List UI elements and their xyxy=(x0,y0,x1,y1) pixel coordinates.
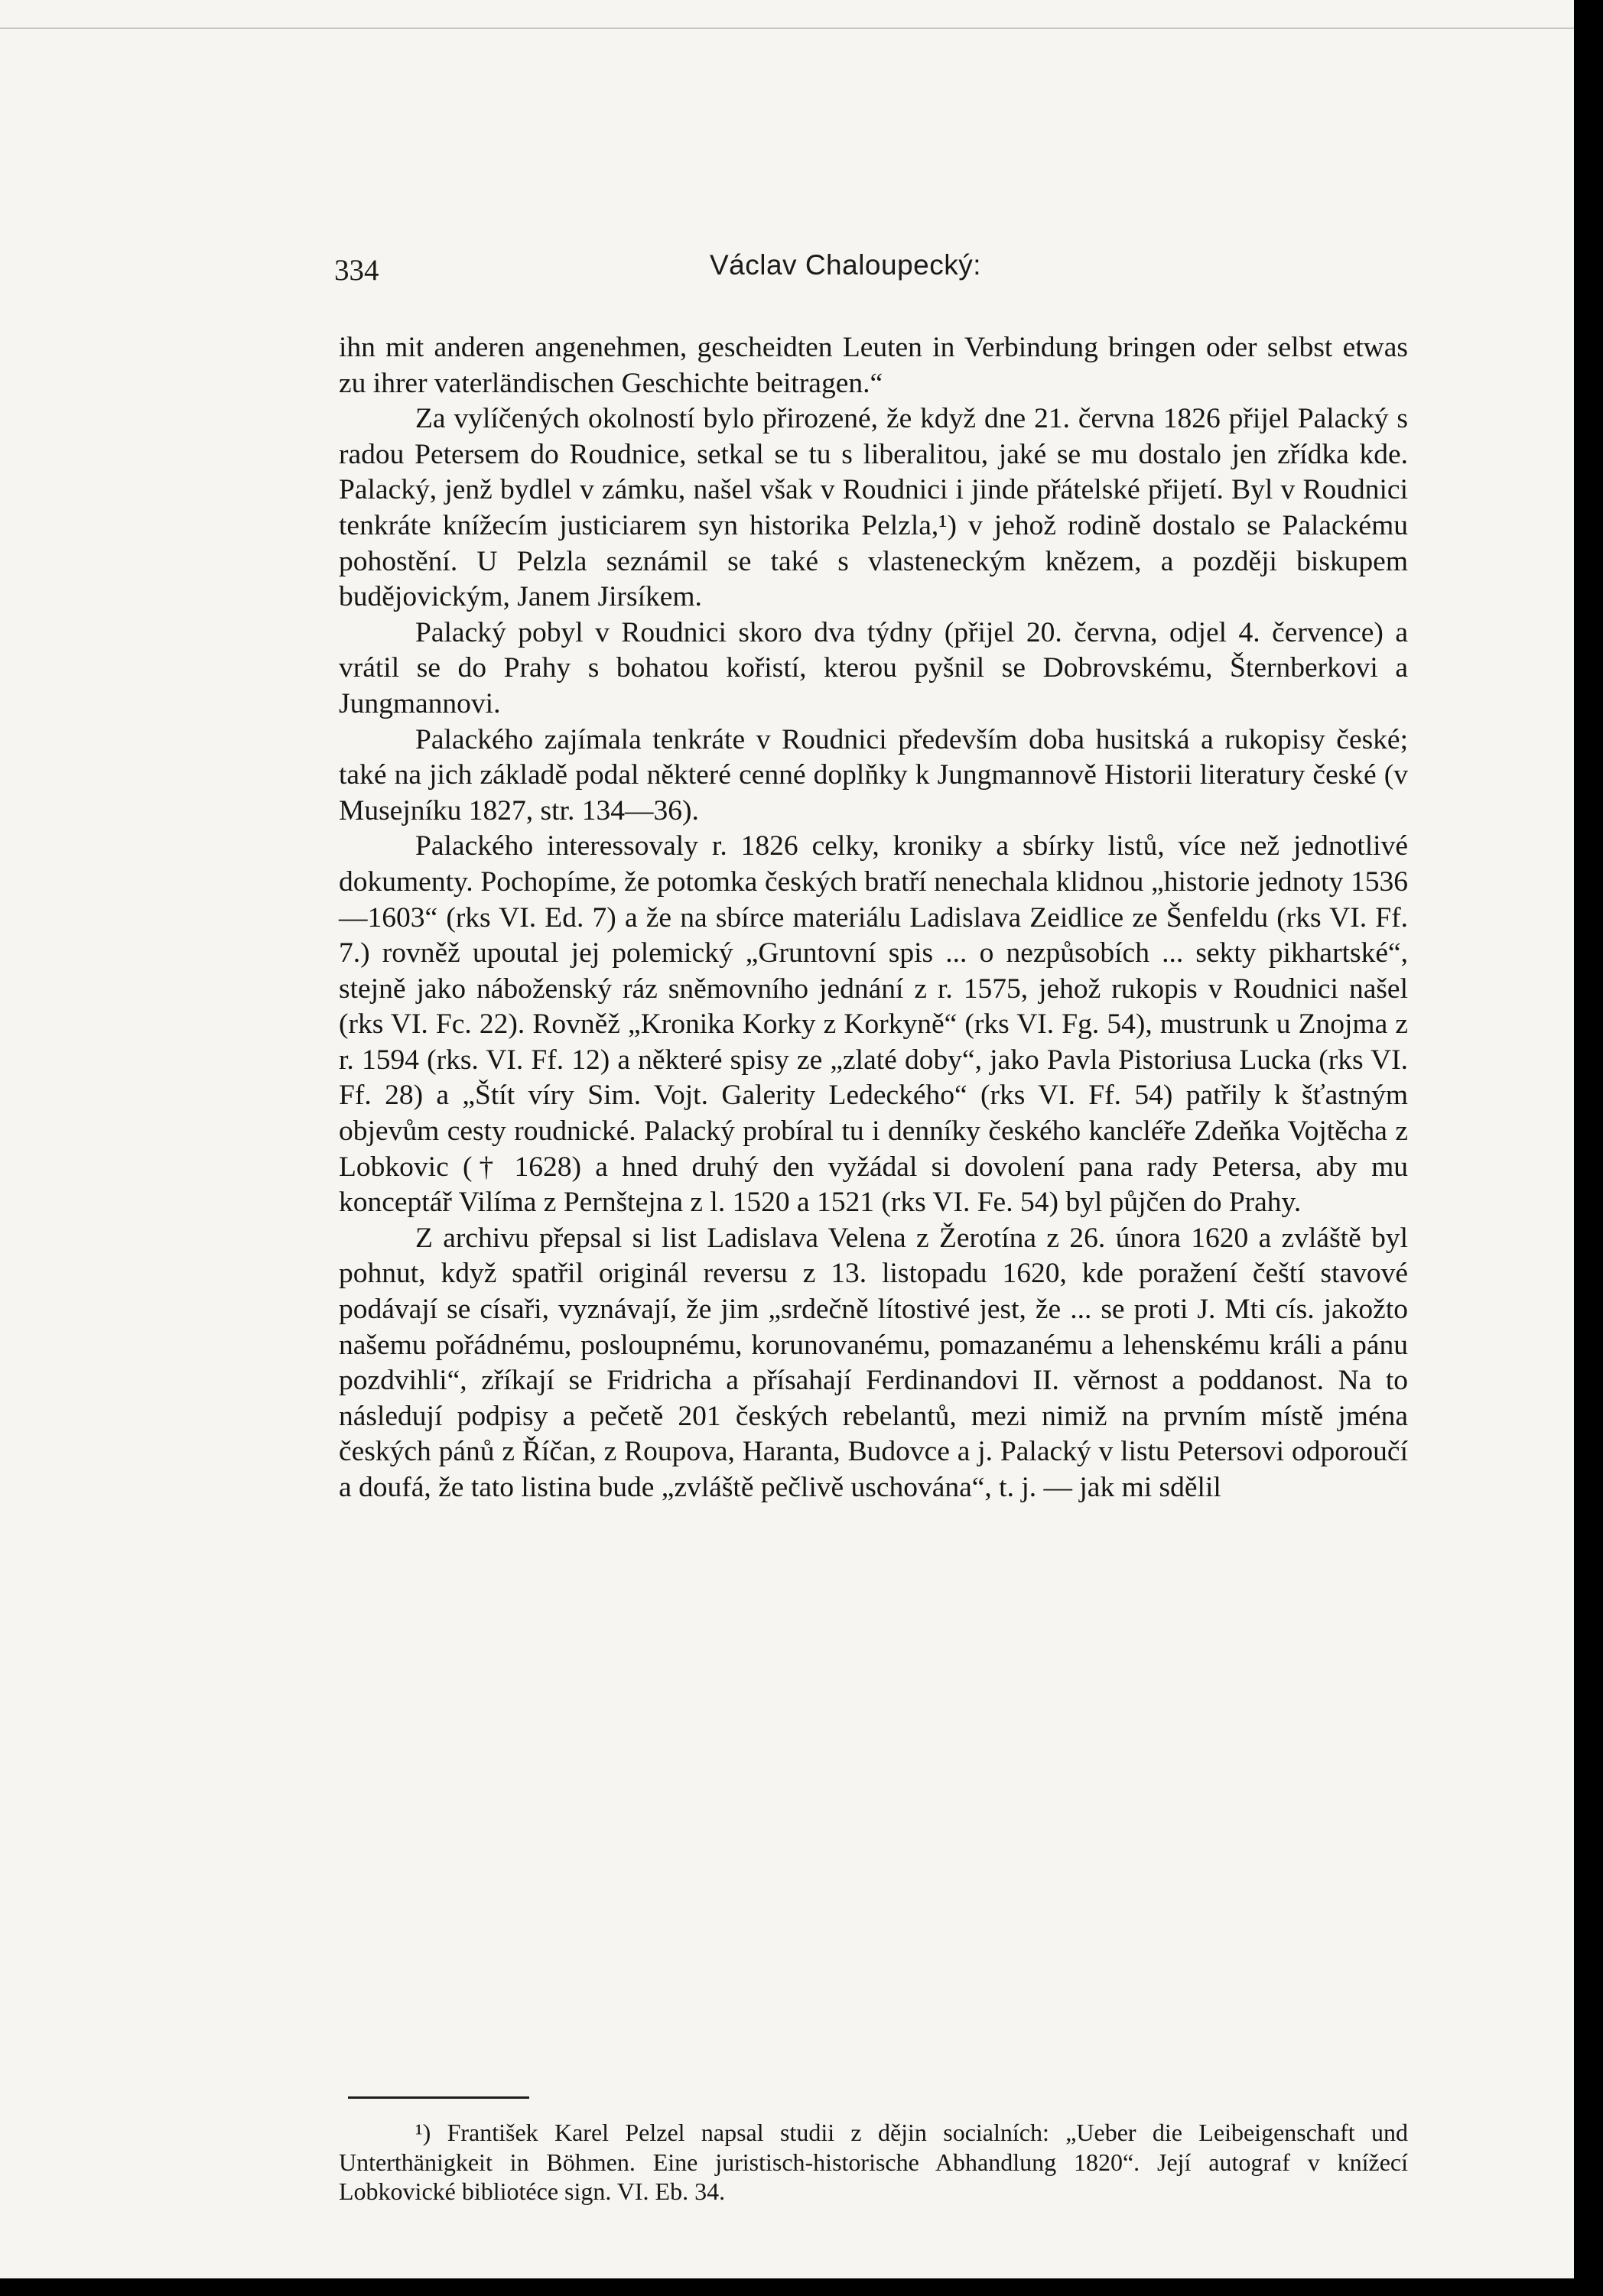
footnote-separator xyxy=(348,2096,529,2099)
footnote-text: ¹) František Karel Pelzel napsal studii z dějin socialních: „Ueber die Leibeigenschaft und Unterthänigkeit in Böhmen. Eine juristisch-historische Abhandlung 1820“. Její autograf v knížecí Lobkovické bibliotéce sign. VI. Eb. 34. xyxy=(339,2119,1408,2205)
page-number: 334 xyxy=(334,254,379,287)
paragraph: ihn mit anderen angenehmen, gescheidten Leuten in Verbindung bringen oder selbst etwas zu ihrer vaterländischen Geschichte beitragen.“ xyxy=(339,332,1408,399)
running-head-author: Václav Chaloupecký: xyxy=(710,249,982,281)
scan-top-edge xyxy=(0,28,1574,29)
main-text xyxy=(339,330,1408,1506)
paragraph: Palackého interessovaly r. 1826 celky, kroniky a sbírky listů, více než jednotlivé dokumenty. Pochopíme, že potomka českých bratří nenechala klidnou „historie jednoty 1536—1603“ (rks VI. Ed. 7) a že na sbírce materiálu Ladislava Zeidlice ze Šenfeldu (rks VI. Ff. 7.) rovněž upoutal jej polemický „Gruntovní spis ... o nezpůsobích ... sekty pikhartské“, stejně jako náboženský ráz sněmovního jednání z r. 1575, jehož rukopis v Roudnici našel (rks VI. Fc. 22). Rovněž „Kronika Korky z Korkyně“ (rks VI. Fg. 54), mustrunk u Znojma z r. 1594 (rks. VI. Ff. 12) a některé spisy ze „zlaté doby“, jako Pavla Pistoriusa Lucka (rks VI. Ff. 28) a „Štít víry Sim. Vojt. Galerity Ledeckého“ (rks VI. Ff. 54) patřily k šťastným objevům cesty roudnické. Palacký probíral tu i denníky českého kancléře Zdeňka Vojtěcha z Lobkovic († 1628) a hned druhý den vyžádal si dovolení pana rady Petersa, aby mu konceptář Vilíma z Pernštejna z l. 1520 a 1521 (rks VI. Fe. 54) byl půjčen do Prahy. xyxy=(339,830,1408,1219)
paragraph: Palacký pobyl v Roudnici skoro dva týdny (přijel 20. června, odjel 4. července) a vrátil se do Prahy s bohatou kořistí, kterou pyšnil se Dobrovskému, Šternberkovi a Jungmannovi. xyxy=(339,616,1408,719)
paragraph: Palackého zajímala tenkráte v Roudnici především doba husitská a rukopisy české; také na jich základě podal některé cenné doplňky k Jungmannově Historii literatury české (v Musejníku 1827, str. 134—36). xyxy=(339,723,1408,826)
scan-border xyxy=(1577,0,1603,2296)
paragraph: Za vylíčených okolností bylo přirozené, že když dne 21. června 1826 přijel Palacký s radou Petersem do Roudnice, setkal se tu s liberalitou, jaké se mu dostalo jen zřídka kde. Palacký, jenž bydlel v zámku, našel však v Roudnici i jinde přátelské přijetí. Byl v Roudnici tenkráte knížecím justiciarem syn historika Pelzla,¹) v jehož rodině dostalo se Palackému pohostění. U Pelzla seznámil se také s vlasteneckým knězem, a později biskupem budějovickým, Janem Jirsíkem. xyxy=(339,403,1408,613)
paragraph: Z archivu přepsal si list Ladislava Velena z Žerotína z 26. února 1620 a zvláště byl pohnut, když spatřil originál reversu z 13. listopadu 1620, kde poražení čeští stavové podávají se císaři, vyznávají, že jim „srdečně lítostivé jest, že ... se proti J. Mti cís. jakožto našemu pořádnému, posloupnému, korunovanému, pomazanému a lehenskému králi a pánu pozdvihli“, zříkají se Fridricha a přísahají Ferdinandovi II. věrnost a poddanost. Na to následují podpisy a pečetě 201 českých rebelantů, mezi nimiž na prvním místě jména českých pánů z Říčan, z Roupova, Haranta, Budovce a j. Palacký v listu Petersovi odporoučí a doufá, že tato listina bude „zvláště pečlivě uschována“, t. j. — jak mi sdělil xyxy=(339,1222,1408,1503)
footnote xyxy=(339,2118,1408,2207)
